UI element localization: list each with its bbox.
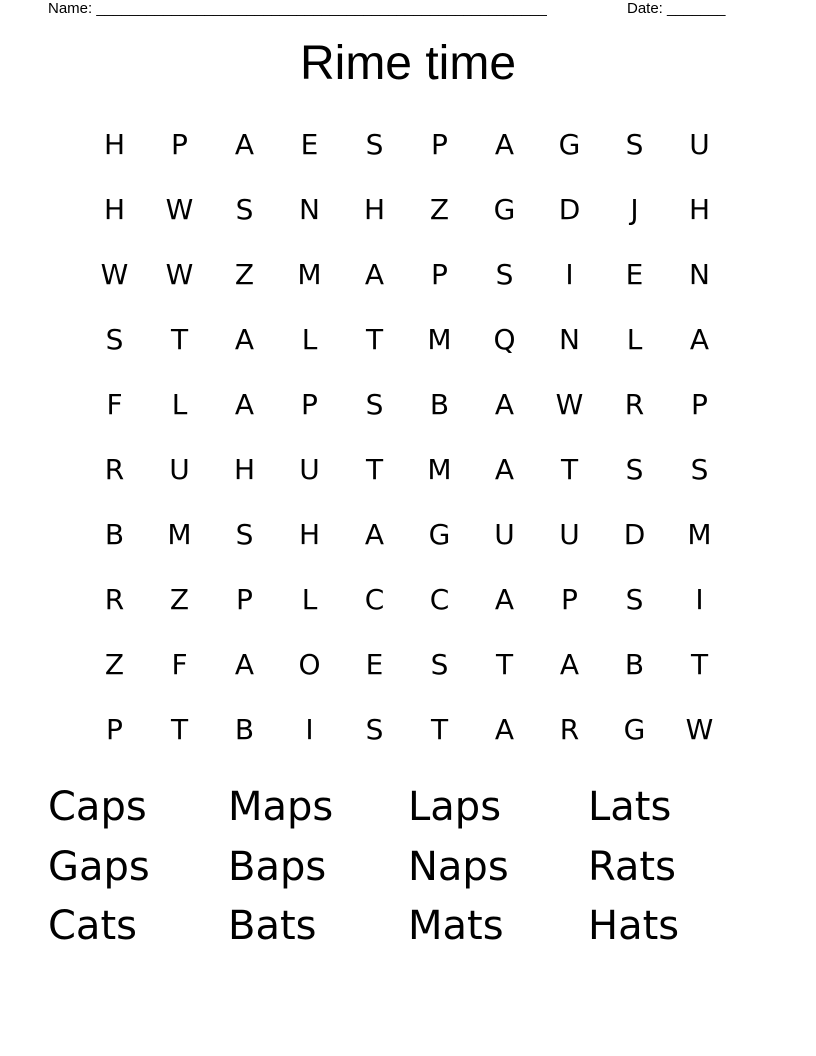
grid-cell: N [689, 258, 710, 291]
grid-cell: S [625, 453, 644, 486]
grid-cell: U [689, 128, 710, 161]
grid-cell: A [559, 648, 580, 681]
word-list-item: Naps [408, 843, 509, 890]
grid-cell: A [234, 388, 255, 421]
word-list-item: Gaps [48, 843, 150, 890]
grid-cell: M [687, 518, 712, 551]
grid-cell: E [365, 648, 384, 681]
grid-cell: R [104, 583, 125, 616]
grid-cell: S [365, 128, 384, 161]
grid-cell: N [299, 193, 320, 226]
grid-cell: S [235, 193, 254, 226]
grid-cell: W [100, 258, 129, 291]
grid-cell: S [625, 128, 644, 161]
grid-cell: D [558, 193, 581, 226]
grid-cell: L [301, 323, 318, 356]
grid-cell: O [298, 648, 321, 681]
grid-cell: E [300, 128, 319, 161]
grid-cell: W [555, 388, 584, 421]
grid-cell: R [624, 388, 645, 421]
grid-cell: W [165, 193, 194, 226]
grid-cell: A [494, 713, 515, 746]
grid-cell: P [301, 388, 318, 421]
grid-cell: L [626, 323, 643, 356]
grid-cell: A [494, 128, 515, 161]
grid-cell: R [559, 713, 580, 746]
grid-cell: S [235, 518, 254, 551]
grid-cell: R [104, 453, 125, 486]
grid-cell: M [427, 453, 452, 486]
grid-cell: S [365, 388, 384, 421]
grid-cell: A [234, 323, 255, 356]
word-list-item: Lats [588, 784, 672, 830]
header-line [48, 0, 748, 20]
grid-cell: H [103, 128, 126, 161]
grid-cell: P [106, 713, 123, 746]
word-list-item: Laps [408, 784, 502, 830]
grid-cell: T [170, 323, 189, 356]
grid-cell: U [559, 518, 580, 551]
grid-cell: T [170, 713, 189, 746]
grid-cell: S [625, 583, 644, 616]
grid-cell: G [493, 193, 516, 226]
word-list-item: Caps [48, 784, 147, 830]
grid-cell: P [171, 128, 188, 161]
grid-cell: J [630, 193, 639, 226]
grid-cell: L [171, 388, 188, 421]
grid-cell: H [298, 518, 321, 551]
grid-cell: A [494, 388, 515, 421]
grid-cell: F [171, 648, 188, 681]
grid-cell: U [494, 518, 515, 551]
grid-cell: A [234, 648, 255, 681]
grid-cell: P [431, 128, 448, 161]
grid-cell: E [625, 258, 644, 291]
word-list-item: Mats [408, 903, 504, 949]
word-list-item: Bats [228, 903, 317, 949]
grid-cell: I [695, 583, 704, 616]
grid-cell: P [691, 388, 708, 421]
word-list-item: Baps [228, 843, 327, 890]
grid-cell: Z [169, 583, 190, 616]
grid-cell: S [105, 323, 124, 356]
grid-cell: Z [104, 648, 125, 681]
grid-cell: U [299, 453, 320, 486]
word-list-item: Maps [228, 784, 334, 830]
grid-cell: P [236, 583, 253, 616]
grid-cell: P [431, 258, 448, 291]
grid-cell: T [430, 713, 449, 746]
grid-cell: B [234, 713, 255, 746]
grid-cell: S [365, 713, 384, 746]
grid-cell: B [429, 388, 450, 421]
grid-cell: M [427, 323, 452, 356]
grid-cell: H [233, 453, 256, 486]
grid-cell: T [690, 648, 709, 681]
grid-cell: S [430, 648, 449, 681]
grid-cell: C [429, 583, 450, 616]
grid-cell: F [106, 388, 123, 421]
grid-cell: L [301, 583, 318, 616]
grid-cell: A [234, 128, 255, 161]
grid-cell: G [558, 128, 581, 161]
grid-cell: G [428, 518, 451, 551]
word-list-item: Cats [48, 903, 137, 949]
grid-cell: A [364, 518, 385, 551]
word-list-item: Rats [588, 843, 676, 890]
grid-cell: P [561, 583, 578, 616]
grid-cell: W [685, 713, 714, 746]
grid-cell: M [297, 258, 322, 291]
grid-cell: T [495, 648, 514, 681]
grid-cell: S [495, 258, 514, 291]
letter-grid [82, 112, 732, 762]
grid-cell: T [365, 323, 384, 356]
grid-cell: S [690, 453, 709, 486]
grid-cell: H [688, 193, 711, 226]
grid-cell: Z [429, 193, 450, 226]
name-field-label[interactable]: Name: ______________________________________________________ [48, 0, 547, 17]
grid-cell: B [104, 518, 125, 551]
grid-cell: I [565, 258, 574, 291]
grid-cell: Q [493, 323, 516, 356]
grid-cell: N [559, 323, 580, 356]
word-list-item: Hats [588, 903, 680, 949]
grid-cell: T [365, 453, 384, 486]
page-title: Rime time [299, 37, 517, 90]
grid-cell: T [560, 453, 579, 486]
grid-cell: A [364, 258, 385, 291]
word-list [48, 778, 768, 957]
grid-cell: H [103, 193, 126, 226]
grid-cell: G [623, 713, 646, 746]
grid-cell: H [363, 193, 386, 226]
grid-cell: Z [234, 258, 255, 291]
date-field-label[interactable]: Date: _______ [627, 0, 726, 17]
grid-cell: I [305, 713, 314, 746]
grid-cell: A [494, 453, 515, 486]
grid-cell: C [364, 583, 385, 616]
grid-cell: B [624, 648, 645, 681]
grid-cell: M [167, 518, 192, 551]
grid-cell: W [165, 258, 194, 291]
grid-cell: A [494, 583, 515, 616]
grid-cell: U [169, 453, 190, 486]
grid-cell: D [623, 518, 646, 551]
grid-cell: A [689, 323, 710, 356]
